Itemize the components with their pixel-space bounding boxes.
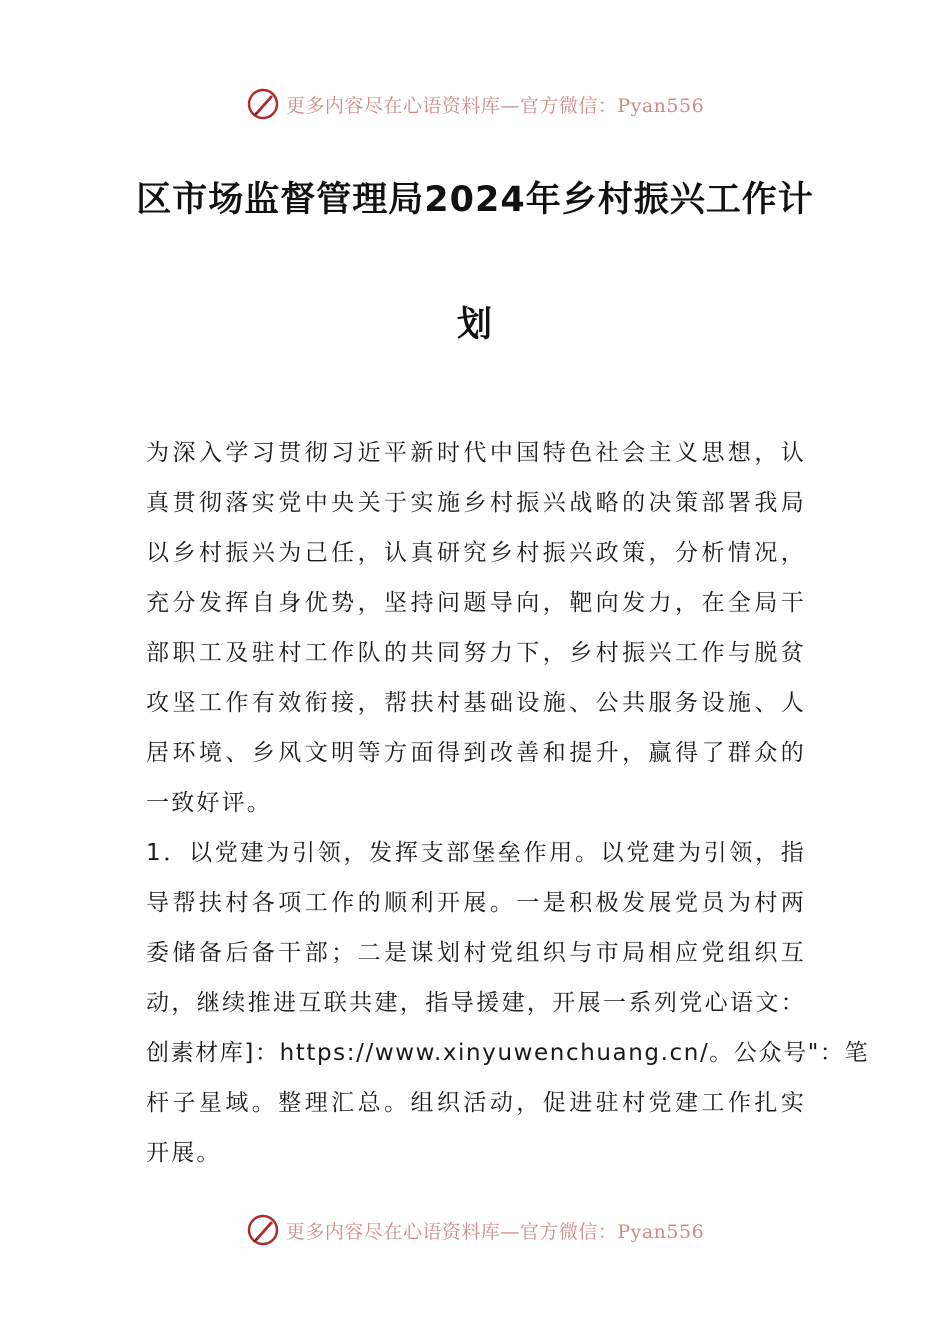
body-line: 真贯彻落实党中央关于实施乡村振兴战略的决策部署我局 [146, 490, 806, 516]
body-line: 居环境、乡风文明等方面得到改善和提升，赢得了群众的 [146, 740, 806, 766]
body-line: 委储备后备干部；二是谋划村党组织与市局相应党组织互 [146, 940, 806, 966]
document-title-line-1: 区市场监督管理局2024年乡村振兴工作计 [136, 180, 814, 220]
body-line: 杆子星域。整理汇总。组织活动，促进驻村党建工作扎实 [146, 1090, 806, 1116]
body-line: 一致好评。 [146, 790, 272, 816]
body-line: 以乡村振兴为己任，认真研究乡村振兴政策，分析情况， [146, 540, 806, 566]
body-line: 充分发挥自身优势，坚持问题导向，靶向发力，在全局干 [146, 590, 806, 616]
paragraph-intro [146, 428, 806, 828]
body-line: 1．以党建为引领，发挥支部堡垒作用。以党建为引领，指 [146, 840, 806, 866]
document-title-line-2: 划 [456, 305, 493, 345]
body-line-with-url: 创素材库]：https://www.xinyuwenchuang.cn/。公众号"：笔 [146, 1040, 870, 1066]
paragraph-party-building [146, 828, 870, 1178]
footer-watermark [0, 1210, 950, 1250]
watermark-text: 更多内容尽在心语资料库—官方微信：Pyan556 [285, 94, 705, 117]
header-watermark [0, 84, 950, 124]
body-line: 开展。 [146, 1140, 222, 1166]
body-line: 导帮扶村各项工作的顺利开展。一是积极发展党员为村两 [146, 890, 806, 916]
watermark-text: 更多内容尽在心语资料库—官方微信：Pyan556 [285, 1220, 705, 1243]
quill-pen-circle-icon [246, 1213, 280, 1247]
quill-pen-circle-icon [246, 87, 280, 121]
body-line: 为深入学习贯彻习近平新时代中国特色社会主义思想，认 [146, 440, 806, 466]
body-line: 攻坚工作有效衔接，帮扶村基础设施、公共服务设施、人 [146, 690, 806, 716]
body-line: 动，继续推进互联共建，指导援建，开展一系列党心语文： [146, 990, 806, 1016]
document-body [146, 428, 870, 1178]
body-line: 部职工及驻村工作队的共同努力下，乡村振兴工作与脱贫 [146, 640, 806, 666]
